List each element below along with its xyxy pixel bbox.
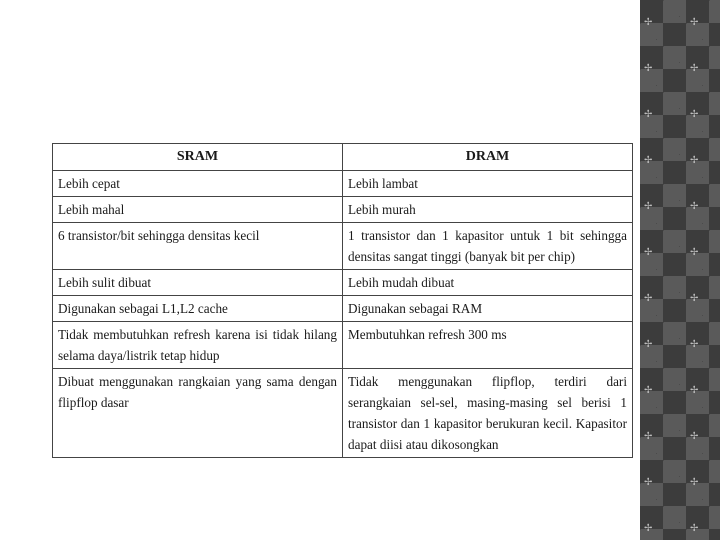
sparkle-icon: ✢ <box>690 155 699 166</box>
sram-dram-comparison-table <box>52 143 633 458</box>
table-row <box>53 223 633 270</box>
table-row <box>53 322 633 369</box>
dram-cell: Lebih murah <box>343 197 633 223</box>
dram-cell: Digunakan sebagai RAM <box>343 296 633 322</box>
sparkle-icon: ✢ <box>644 385 653 396</box>
sram-cell: Lebih sulit dibuat <box>53 270 343 296</box>
table-row <box>53 171 633 197</box>
sparkle-icon: ✢ <box>644 63 653 74</box>
sparkle-icon: ✢ <box>644 477 653 488</box>
sparkle-icon: ✢ <box>690 201 699 212</box>
dram-cell: Tidak menggunakan flipflop, terdiri dari serangkaian sel-sel, masing-masing sel berisi 1 transistor dan 1 kapasitor berukuran kecil. Kapasitor dapat diisi atau dikosongkan <box>343 369 633 458</box>
sparkle-icon: ✢ <box>690 63 699 74</box>
dram-cell: 1 transistor dan 1 kapasitor untuk 1 bit sehingga densitas sangat tinggi (banyak bit per chip) <box>343 223 633 270</box>
table-row <box>53 369 633 458</box>
sram-cell: Dibuat menggunakan rangkaian yang sama dengan flipflop dasar <box>53 369 343 458</box>
sparkle-icon: ✢ <box>644 293 653 304</box>
header-sram: SRAM <box>53 144 343 171</box>
sparkle-icon: ✢ <box>690 17 699 28</box>
dram-cell: Lebih mudah dibuat <box>343 270 633 296</box>
sparkle-icon: ✢ <box>690 385 699 396</box>
sparkle-icon: ✢ <box>644 431 653 442</box>
table-header-row <box>53 144 633 171</box>
sparkle-icon: ✢ <box>690 523 699 534</box>
sparkle-icon: ✢ <box>690 339 699 350</box>
dram-cell: Membutuhkan refresh 300 ms <box>343 322 633 369</box>
sparkle-icon: ✢ <box>690 477 699 488</box>
table-row <box>53 296 633 322</box>
header-dram: DRAM <box>343 144 633 171</box>
table-row <box>53 270 633 296</box>
sparkle-icon: ✢ <box>644 339 653 350</box>
sparkle-icon: ✢ <box>690 247 699 258</box>
sram-cell: Lebih cepat <box>53 171 343 197</box>
sparkle-icon: ✢ <box>644 155 653 166</box>
decorative-sidebar <box>640 0 720 540</box>
sparkle-icon: ✢ <box>690 109 699 120</box>
sparkle-icon: ✢ <box>644 109 653 120</box>
sparkle-icon: ✢ <box>690 431 699 442</box>
sram-cell: Tidak membutuhkan refresh karena isi tidak hilang selama daya/listrik tetap hidup <box>53 322 343 369</box>
sram-cell: Lebih mahal <box>53 197 343 223</box>
sram-cell: Digunakan sebagai L1,L2 cache <box>53 296 343 322</box>
sparkle-icon: ✢ <box>644 247 653 258</box>
sram-cell: 6 transistor/bit sehingga densitas kecil <box>53 223 343 270</box>
table-row <box>53 197 633 223</box>
sparkle-icon: ✢ <box>690 293 699 304</box>
sparkle-icon: ✢ <box>644 17 653 28</box>
sparkle-icon: ✢ <box>644 201 653 212</box>
sparkle-icon: ✢ <box>644 523 653 534</box>
dram-cell: Lebih lambat <box>343 171 633 197</box>
